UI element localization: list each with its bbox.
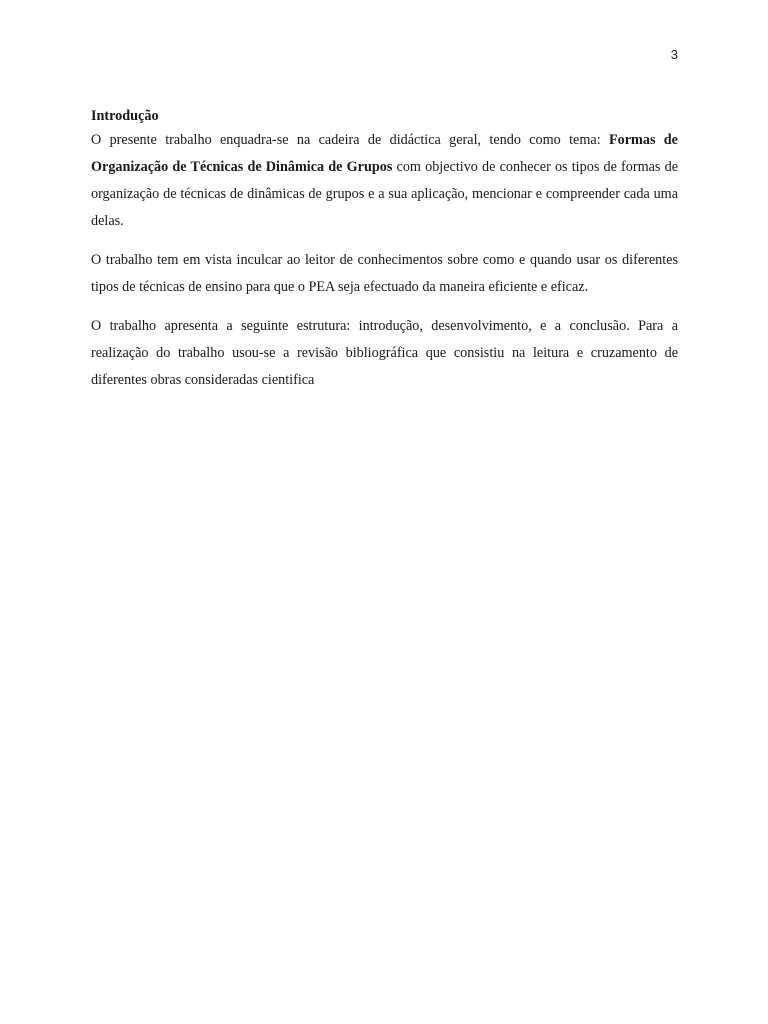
paragraph-3: O trabalho apresenta a seguinte estrutura: introdução, desenvolvimento, e a conclusão. Para a realização do trabalho usou-se a revisão bibliográfica que consistiu na leitura e cruzamento de diferentes obras consideradas cientifica [91, 318, 678, 388]
page-number: 3 [670, 47, 678, 62]
page-content [91, 105, 678, 406]
paragraph-1-text-end: com objectivo de conhecer os tipos de formas de organização de técnicas de dinâmicas de grupos e a sua aplicação, mencionar e compreender cada uma delas. [91, 159, 678, 229]
topic-title: Formas de Organização de Técnicas de Dinâmica de Grupos [91, 132, 678, 175]
paragraph-1-text-start: O presente trabalho enquadra-se na cadeira de didáctica geral, tendo como tema: [91, 132, 609, 148]
paragraph-1 [91, 127, 678, 235]
section-heading: Introdução [91, 108, 159, 124]
paragraph-2: O trabalho tem em vista inculcar ao leitor de conhecimentos sobre como e quando usar os diferentes tipos de técnicas de ensino para que o PEA seja efectuado da maneira eficiente e eficaz. [91, 252, 678, 295]
